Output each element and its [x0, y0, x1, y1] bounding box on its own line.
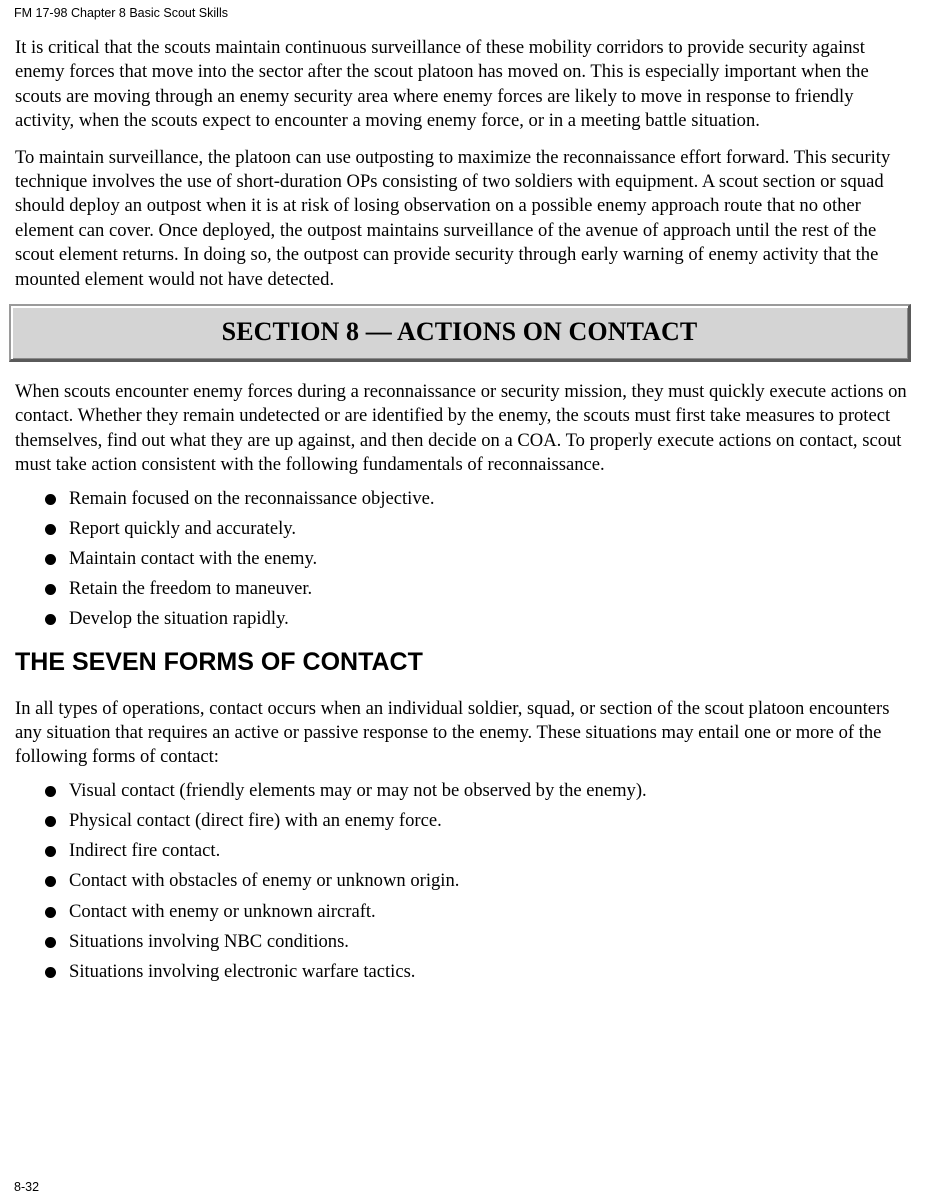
bullet-icon — [45, 494, 56, 505]
list-item — [15, 776, 915, 806]
list-item-text: Situations involving NBC conditions. — [69, 930, 349, 952]
list-item — [15, 836, 915, 866]
fundamentals-list — [15, 484, 915, 635]
forms-of-contact-heading: THE SEVEN FORMS OF CONTACT — [15, 647, 423, 676]
list-item — [15, 957, 915, 987]
list-item-text: Maintain contact with the enemy. — [69, 548, 318, 570]
document-body — [15, 36, 915, 987]
bullet-icon — [45, 786, 56, 797]
paragraph-outposting: To maintain surveillance, the platoon can use outposting to maximize the reconnaissance effort forward. This security technique involves the use of short-duration OPs consisting of two soldiers with equipment. A scout section or squad should deploy an outpost when it is at risk of losing observation on a possible enemy approach route that no other element can cover. Once deployed, the outpost maintains surveillance of the avenue of approach until the rest of the scout element returns. In doing so, the outpost can provide security through early warning of enemy activity that the mounted element would not have detected. — [15, 146, 891, 290]
bullet-icon — [45, 907, 56, 918]
paragraph-actions-on-contact: When scouts encounter enemy forces during a reconnaissance or security mission, they must quickly execute actions on contact. Whether they remain undetected or are identified by the enemy, the scouts must first take measures to protect themselves, find out what they are up against, and then decide on a COA. To properly execute actions on contact, scout must take action consistent with the following fundamentals of reconnaissance. — [15, 381, 907, 476]
list-item — [15, 866, 915, 896]
running-header: FM 17-98 Chapter 8 Basic Scout Skills — [14, 6, 228, 20]
bullet-icon — [45, 584, 56, 595]
bullet-icon — [45, 554, 56, 565]
bullet-icon — [45, 967, 56, 978]
bullet-icon — [45, 846, 56, 857]
section-title: SECTION 8 — ACTIONS ON CONTACT — [221, 317, 698, 347]
list-item — [15, 604, 915, 634]
section-title-box — [9, 304, 911, 362]
bullet-icon — [45, 937, 56, 948]
paragraph-forms-intro: In all types of operations, contact occurs when an individual soldier, squad, or section of the scout platoon encounters any situation that requires an active or passive response to the enemy. These situations may entail one or more of the following forms of contact: — [15, 697, 890, 768]
list-item-text: Contact with enemy or unknown aircraft. — [69, 900, 376, 922]
bullet-icon — [45, 614, 56, 625]
bullet-icon — [45, 816, 56, 827]
list-item-text: Visual contact (friendly elements may or may not be observed by the enemy). — [69, 779, 647, 801]
list-item — [15, 897, 915, 927]
list-item — [15, 927, 915, 957]
forms-of-contact-list — [15, 776, 915, 987]
list-item — [15, 544, 915, 574]
list-item-text: Contact with obstacles of enemy or unknown origin. — [69, 870, 460, 892]
list-item — [15, 484, 915, 514]
list-item-text: Remain focused on the reconnaissance objective. — [69, 487, 435, 509]
list-item-text: Develop the situation rapidly. — [69, 608, 289, 630]
paragraph-surveillance-corridors: It is critical that the scouts maintain continuous surveillance of these mobility corridors to provide security against enemy forces that move into the sector after the scout platoon has moved on. This is especially important when the scouts are moving through an enemy security area where enemy forces are likely to move in response to friendly activity, when the scouts expect to encounter a moving enemy force, or in a meeting battle situation. — [15, 37, 869, 132]
list-item-text: Report quickly and accurately. — [69, 517, 296, 539]
list-item-text: Situations involving electronic warfare tactics. — [69, 960, 416, 982]
bullet-icon — [45, 524, 56, 535]
list-item-text: Indirect fire contact. — [69, 840, 221, 862]
list-item — [15, 514, 915, 544]
list-item-text: Physical contact (direct fire) with an enemy force. — [69, 810, 442, 832]
list-item — [15, 574, 915, 604]
list-item-text: Retain the freedom to maneuver. — [69, 578, 313, 600]
page-number: 8-32 — [14, 1180, 40, 1194]
bullet-icon — [45, 876, 56, 887]
list-item — [15, 806, 915, 836]
